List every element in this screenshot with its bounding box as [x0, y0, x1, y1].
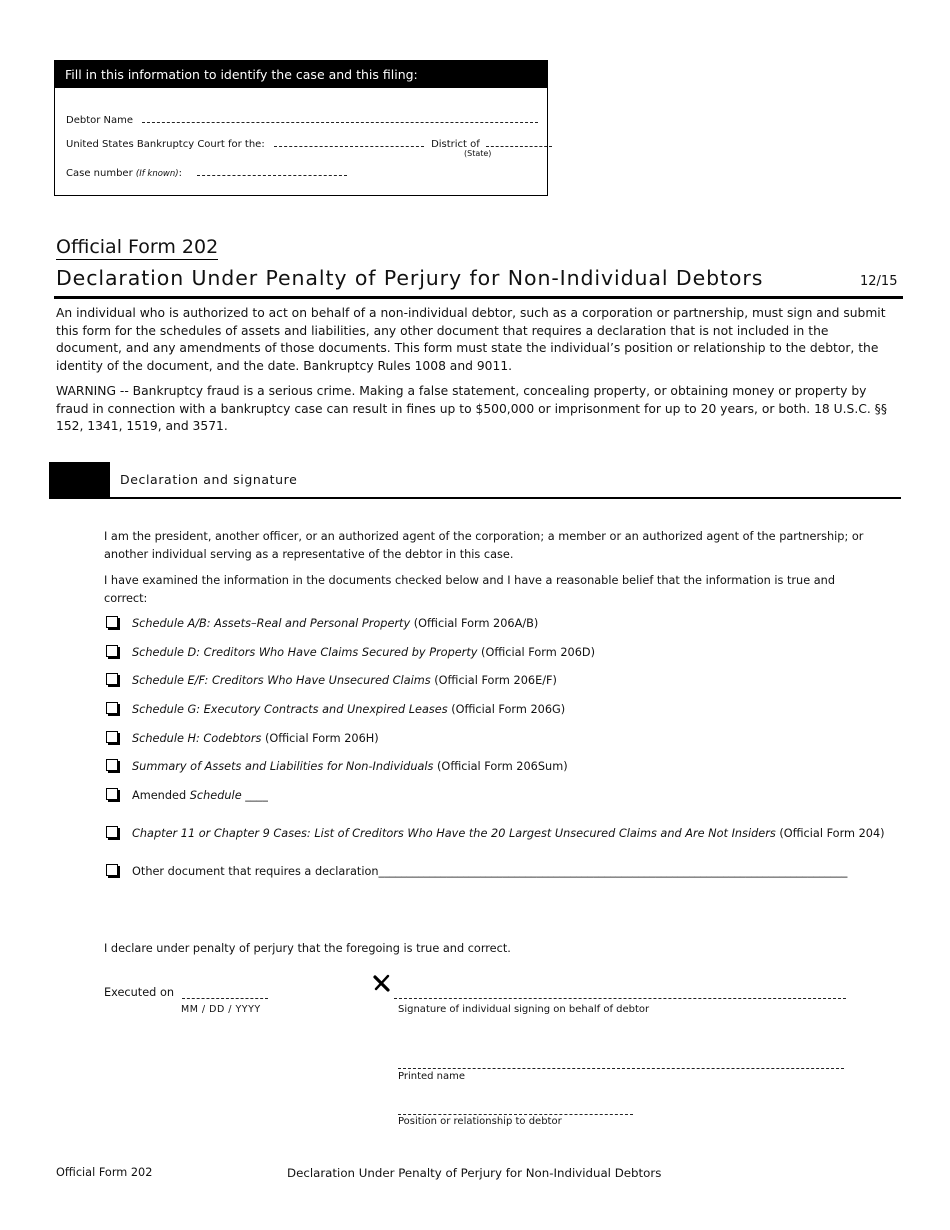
document-title: Schedule G: Executory Contracts and Unexpired Leases: [132, 703, 448, 716]
form-name: Official Form 202: [56, 236, 219, 258]
debtor-name-row: [66, 112, 538, 126]
executed-on-label: Executed on: [104, 986, 175, 999]
signature-field[interactable]: [394, 988, 846, 999]
court-label: United States Bankruptcy Court for the:: [66, 139, 265, 150]
official-form-ref: (Official Form 206G): [447, 703, 566, 716]
position-field[interactable]: [398, 1104, 633, 1115]
execution-date-field[interactable]: [182, 988, 268, 999]
document-title: Schedule A/B: Assets–Real and Personal Property: [132, 617, 411, 630]
part-tab: [49, 462, 110, 498]
checklist-item-schedule-d[interactable]: [106, 645, 595, 659]
position-label: Position or relationship to debtor: [398, 1116, 562, 1127]
checklist-item-schedule-ab[interactable]: [106, 616, 538, 630]
if-known-note: (If known): [135, 169, 179, 179]
case-number-field[interactable]: [197, 165, 347, 176]
state-label: (State): [464, 149, 492, 158]
official-form-ref: (Official Form 206H): [261, 732, 379, 745]
official-form-ref: (Official Form 206E/F): [430, 674, 557, 687]
case-info-header: Fill in this information to identify the case and this filing:: [55, 61, 547, 88]
warning-paragraph: WARNING -- Bankruptcy fraud is a serious crime. Making a false statement, concealing property, or obtaining money or property by fraud in connection with a bankruptcy case can result in fines up to $500,000 or imprisonment for up to 20 years, or both. 18 U.S.C. §§ 152, 1341, 1519, and 3571.: [56, 384, 887, 433]
form-title: Declaration Under Penalty of Perjury for Non-Individual Debtors: [56, 266, 764, 290]
document-title: Schedule: [189, 789, 242, 802]
checklist-item-schedule-ef[interactable]: [106, 673, 557, 687]
checklist-item-other[interactable]: [106, 864, 847, 878]
checkbox[interactable]: [106, 616, 118, 628]
amended-prefix: Amended: [132, 789, 190, 802]
declaration-statement: I declare under penalty of perjury that the foregoing is true and correct.: [104, 942, 511, 955]
document-title: Schedule E/F: Creditors Who Have Unsecured Claims: [132, 674, 431, 687]
role-statement: I am the president, another officer, or an authorized agent of the corporation; a member or an authorized agent of the partnership; or another individual serving as a representative of the debtor in this case.: [104, 530, 864, 561]
examined-statement: I have examined the information in the documents checked below and I have a reasonable belief that the information is true and correct:: [104, 574, 836, 605]
checklist-item-schedule-h[interactable]: [106, 731, 379, 745]
signature-label: Signature of individual signing on behalf of debtor: [398, 1004, 650, 1015]
district-state-field[interactable]: [486, 136, 552, 147]
document-title: Summary of Assets and Liabilities for Non-Individuals: [132, 760, 434, 773]
debtor-name-field[interactable]: [142, 112, 538, 123]
checklist-item-schedule-g[interactable]: [106, 702, 565, 716]
official-form-ref: (Official Form 206Sum): [433, 760, 568, 773]
debtor-name-label: Debtor Name: [66, 115, 134, 126]
footer-form-name: Official Form 202: [56, 1166, 153, 1179]
part-title: Declaration and signature: [120, 472, 298, 487]
amended-blank[interactable]: ____: [241, 789, 268, 802]
checkbox[interactable]: [106, 826, 118, 838]
document-title: Chapter 11 or Chapter 9 Cases: List of Creditors Who Have the 20 Largest Unsecured Claims and Are Not Insiders: [132, 827, 776, 840]
document-title: Schedule H: Codebtors: [132, 732, 262, 745]
printed-name-field[interactable]: [398, 1058, 844, 1069]
intro-paragraph: An individual who is authorized to act on behalf of a non-individual debtor, such as a corporation or partnership, must sign and submit this form for the schedules of assets and liabilities, any other document that requires a declaration that is not included in the document, and any amendments of those documents. This form must state the individual’s position or relationship to the debtor, the identity of the document, and the date. Bankruptcy Rules 1008 and 9011.: [56, 306, 886, 373]
date-format-hint: MM / DD / YYYY: [181, 1004, 261, 1015]
case-number-row: [66, 165, 347, 179]
checkbox[interactable]: [106, 864, 118, 876]
document-title: Schedule D: Creditors Who Have Claims Secured by Property: [132, 646, 478, 659]
checkbox[interactable]: [106, 702, 118, 714]
official-form-ref: (Official Form 206A/B): [410, 617, 539, 630]
official-form-ref: (Official Form 204): [775, 827, 885, 840]
case-info-box: [54, 60, 548, 196]
checklist-item-amended[interactable]: [106, 788, 268, 802]
checkbox[interactable]: [106, 788, 118, 800]
checklist-item-chapter-11[interactable]: [106, 826, 885, 840]
sign-here-x-icon: [373, 974, 391, 996]
court-row: [66, 136, 552, 150]
official-form-ref: (Official Form 206D): [477, 646, 595, 659]
checklist-item-summary[interactable]: [106, 759, 568, 773]
other-document-field[interactable]: ___________________________________________________________________________________: [378, 865, 848, 878]
district-label: District of: [431, 139, 480, 150]
part-rule: [49, 497, 901, 499]
form-date: 12/15: [860, 274, 898, 289]
checkbox[interactable]: [106, 731, 118, 743]
checkbox[interactable]: [106, 673, 118, 685]
case-number-label: Case number: [66, 168, 133, 179]
checkbox[interactable]: [106, 645, 118, 657]
title-rule: [54, 296, 903, 299]
case-number-colon: :: [178, 168, 182, 179]
printed-name-label: Printed name: [398, 1071, 466, 1082]
footer-form-title: Declaration Under Penalty of Perjury for Non-Individual Debtors: [287, 1166, 662, 1180]
court-field[interactable]: [274, 136, 424, 147]
checkbox[interactable]: [106, 759, 118, 771]
other-document-label: Other document that requires a declaration: [132, 865, 379, 878]
